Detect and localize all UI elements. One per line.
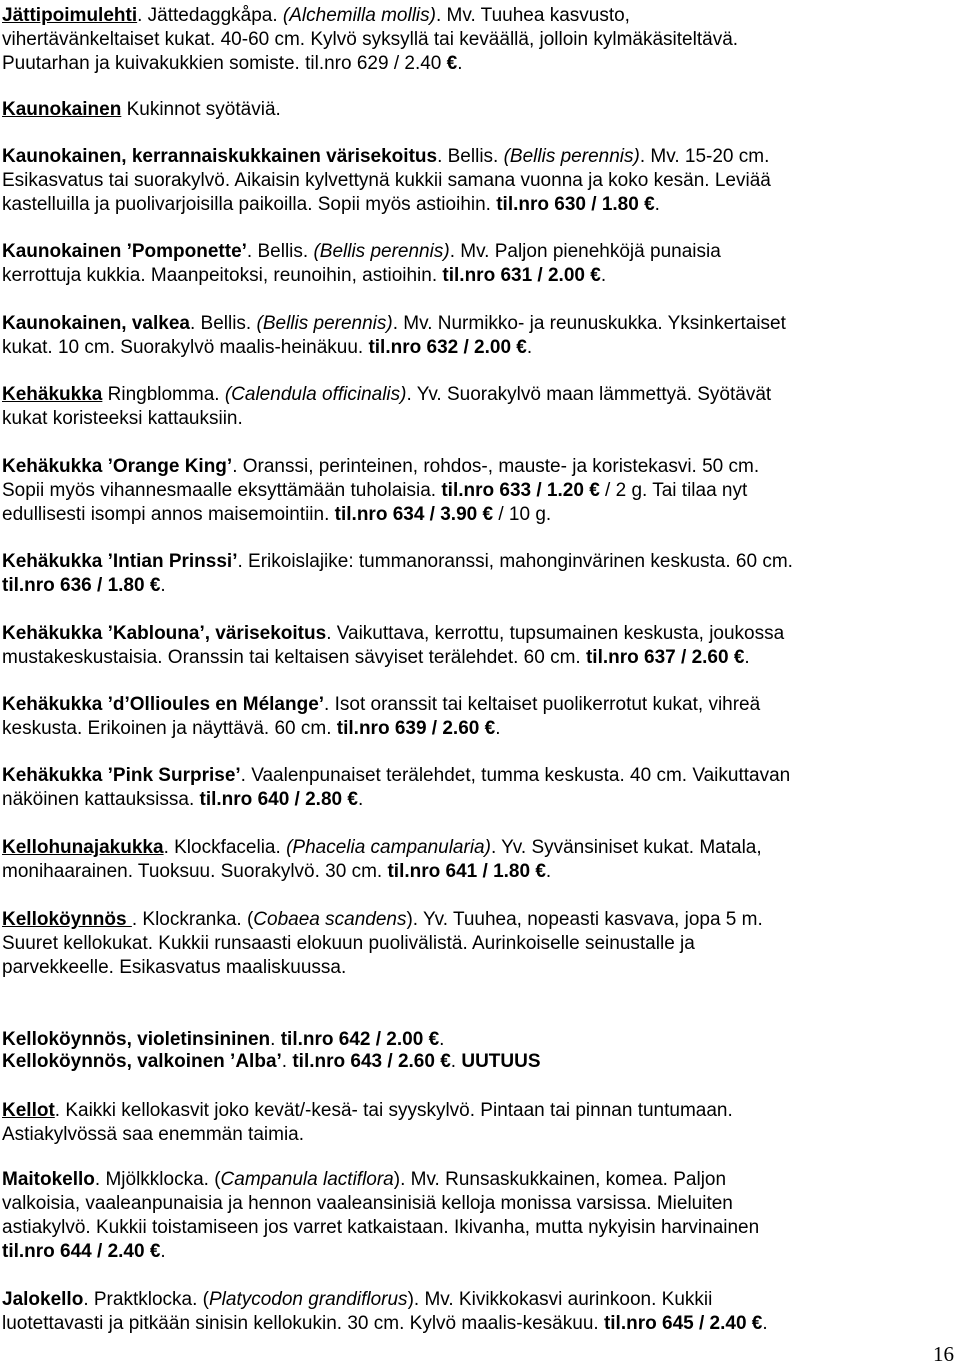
entry-text: . (160, 1241, 166, 1262)
entry-text: . (160, 575, 166, 596)
page-number: 16 (933, 1342, 954, 1366)
entry-text: Campanula lactiflora (220, 1169, 394, 1190)
entry-text: € (446, 53, 458, 74)
entry-text: . Yv. Suorakylvö maan lämmettyä. Syötävät (406, 384, 772, 405)
entry-text: . Bellis. (437, 146, 504, 167)
entry-text: Kehäkukka ’Orange King’ (2, 456, 233, 477)
entry-text: Sopii myös vihannesmaalle eksyttämään tuholaisia. (2, 480, 442, 501)
plant-entry (2, 908, 952, 980)
entry-text: parvekkeelle. Esikasvatus maaliskuussa. (2, 957, 347, 978)
entry-text: Kaunokainen ’Pomponette’ (2, 241, 247, 262)
entry-text: til.nro 632 / 2.00 € (368, 337, 527, 358)
entry-text: til.nro 641 / 1.80 € (387, 861, 546, 882)
entry-text: UUTUUS (461, 1051, 541, 1072)
entry-text: kastelluilla ja puolivarjoisilla paikoilla. Sopii myös astioihin. (2, 194, 497, 215)
entry-text: . Yv. Syvänsiniset kukat. Matala, (490, 837, 762, 858)
plant-entry (2, 693, 952, 741)
entry-text: kerrottuja kukkia. Maanpeitoksi, reunoihin, astioihin. (2, 265, 443, 286)
entry-text: til.nro 631 / 2.00 € (442, 265, 601, 286)
entry-text: . Vaikuttava, kerrottu, tupsumainen keskusta, joukossa (326, 623, 785, 644)
entry-text: ). Mv. Kivikkokasvi aurinkoon. Kukkii (407, 1289, 713, 1310)
entry-text: . Isot oranssit tai keltaiset puolikerrotut kukat, vihreä (324, 694, 761, 715)
plant-entry (2, 764, 952, 812)
entry-text: Kehäkukka (2, 384, 103, 405)
entry-text: . Bellis. (246, 241, 314, 262)
entry-text: / 2 g. Tai tilaa nyt (599, 480, 748, 501)
entry-text: . (457, 53, 463, 74)
entry-text: Kellohunajakukka (2, 837, 164, 858)
entry-text: til.nro 644 / 2.40 € (2, 1241, 161, 1262)
plant-entry (2, 98, 952, 122)
entry-text: edullisesti isompi annos maisemointiin. (2, 504, 335, 525)
plant-entry (2, 550, 952, 598)
entry-text: . (744, 647, 750, 668)
entry-text: mustakeskustaisia. Oranssin tai keltaisen sävyiset terälehdet. 60 cm. (2, 647, 586, 668)
entry-text: Jättipoimulehti (2, 5, 138, 26)
entry-text: Platycodon grandiflorus (208, 1289, 408, 1310)
plant-entry (2, 240, 952, 288)
plant-entry (2, 1288, 952, 1336)
entry-text: (Phacelia campanularia) (286, 837, 491, 858)
entry-text: Puutarhan ja kuivakukkien somiste. til.nro 629 / 2.40 (2, 53, 447, 74)
entry-text: . (495, 718, 501, 739)
entry-text: . Praktklocka. ( (83, 1289, 209, 1310)
plant-entry (2, 836, 952, 884)
entry-text: Kaunokainen (2, 99, 122, 120)
entry-text: til.nro 642 / 2.00 € (280, 1029, 440, 1050)
plant-entry (2, 145, 952, 217)
entry-text: keskusta. Erikoinen ja näyttävä. 60 cm. (2, 718, 337, 739)
entry-text: . Bellis. (189, 313, 257, 334)
entry-text: til.nro 633 / 1.20 € (441, 480, 600, 501)
entry-text: Kelloköynnös (2, 909, 132, 930)
entry-text: kukat. 10 cm. Suorakylvö maalis-heinäkuu. (2, 337, 369, 358)
plant-entry (2, 1050, 952, 1074)
entry-text: til.nro 639 / 2.60 € (336, 718, 496, 739)
entry-text: . (762, 1313, 768, 1334)
entry-text: til.nro 643 / 2.60 € (292, 1051, 451, 1072)
entry-text: / 10 g. (493, 504, 552, 525)
entry-text: Kelloköynnös, valkoinen ’Alba’ (2, 1051, 282, 1072)
entry-text: til.nro 645 / 2.40 € (603, 1313, 763, 1334)
entry-text: (Bellis perennis) (256, 313, 393, 334)
entry-text: Astiakylvössä saa enemmän taimia. (2, 1124, 305, 1145)
entry-text: Jalokello (2, 1289, 84, 1310)
entry-text: . (545, 861, 552, 882)
entry-text: . Mv. 15-20 cm. (639, 146, 770, 167)
entry-text: . (654, 194, 660, 215)
entry-text: astiakylvö. Kukkii toistamiseen jos varret katkaistaan. Ikivanha, mutta nykyisin harvinainen (2, 1217, 760, 1238)
entry-text: (Bellis perennis) (313, 241, 450, 262)
entry-text: . Kaikki kellokasvit joko kevät/-kesä- tai syyskylvö. Pintaan tai pinnan tuntumaan. (54, 1100, 733, 1121)
entry-text: valkoisia, vaaleanpunaisia ja hennon vaaleansinisiä kelloja monissa varsissa. Mieluiten (2, 1193, 733, 1214)
plant-entry (2, 1168, 952, 1264)
entry-text: . (439, 1029, 445, 1050)
plant-entry (2, 383, 952, 431)
entry-text: . Vaalenpunaiset terälehdet, tumma keskusta. 40 cm. Vaikuttavan (240, 765, 791, 786)
entry-text: luotettavasti ja pitkään sinisin kellokukin. 30 cm. Kylvö maalis-kesäkuu. (2, 1313, 604, 1334)
entry-text: . Mv. Paljon pienehköjä punaisia (449, 241, 721, 262)
entry-text: ). Mv. Runsaskukkainen, komea. Paljon (393, 1169, 727, 1190)
plant-entry (2, 4, 952, 76)
entry-text: til.nro 637 / 2.60 € (585, 647, 745, 668)
entry-text: Kaunokainen, kerrannaiskukkainen värisekoitus (2, 146, 438, 167)
entry-text: Kehäkukka ’Kablouna’, värisekoitus (2, 623, 327, 644)
entry-text: Kukinnot syötäviä. (121, 99, 281, 120)
entry-text: (Bellis perennis) (503, 146, 640, 167)
entry-text: . (270, 1029, 281, 1050)
plant-entry (2, 455, 952, 527)
entry-text: Kehäkukka ’Pink Surprise’ (2, 765, 241, 786)
entry-text: Kelloköynnös, violetinsininen (2, 1029, 271, 1050)
plant-entry (2, 312, 952, 360)
entry-text: . Oranssi, perinteinen, rohdos-, mauste- ja koristekasvi. 50 cm. (232, 456, 760, 477)
entry-text: Kehäkukka ’d’Ollioules en Mélange’ (2, 694, 325, 715)
entry-text: Esikasvatus tai suorakylvö. Aikaisin kylvettynä kukkii samana vuonna ja koko kesän. Leviää (2, 170, 771, 191)
entry-text: ). Yv. Tuuhea, nopeasti kasvava, jopa 5 m. (406, 909, 763, 930)
entry-text: til.nro 634 / 3.90 € (334, 504, 494, 525)
plant-entry (2, 622, 952, 670)
entry-text: . (281, 1051, 293, 1072)
entry-text: . Mjölkklocka. ( (94, 1169, 221, 1190)
entry-text: kukat koristeeksi kattauksiin. (2, 408, 243, 429)
entry-text: näköinen kattauksissa. (2, 789, 200, 810)
entry-text: . Klockfacelia. (163, 837, 287, 858)
entry-text: . Jättedaggkåpa. (137, 5, 283, 26)
entry-text: (Calendula officinalis) (224, 384, 407, 405)
entry-text: Maitokello (2, 1169, 95, 1190)
entry-text: . Mv. Nurmikko- ja reunuskukka. Yksinkertaiset (392, 313, 786, 334)
entry-text: Kellot (2, 1100, 55, 1121)
entry-text: . (526, 337, 533, 358)
entry-text: vihertävänkeltaiset kukat. 40-60 cm. Kylvö syksyllä tai keväällä, jolloin kylmäkäsiteltävä. (2, 29, 739, 50)
entry-text: monihaarainen. Tuoksuu. Suorakylvö. 30 cm. (2, 861, 388, 882)
entry-text: . Mv. Tuuhea kasvusto, (435, 5, 630, 26)
entry-text: (Alchemilla mollis) (282, 5, 436, 26)
entry-text: Suuret kellokukat. Kukkii runsaasti elokuun puolivälistä. Aurinkoiselle seinustalle ja (2, 933, 695, 954)
entry-text: til.nro 636 / 1.80 € (2, 575, 161, 596)
plant-entry (2, 1099, 952, 1147)
plant-entry (2, 1028, 952, 1052)
entry-text: til.nro 630 / 1.80 € (496, 194, 655, 215)
entry-text: . (600, 265, 607, 286)
entry-text: . (357, 789, 364, 810)
entry-text: . Erikoislajike: tummanoranssi, mahonginvärinen keskusta. 60 cm. (237, 551, 793, 572)
entry-text: . Klockranka. ( (131, 909, 254, 930)
entry-text: Kaunokainen, valkea (2, 313, 190, 334)
entry-text: til.nro 640 / 2.80 € (199, 789, 358, 810)
entry-text: Kehäkukka ’Intian Prinssi’ (2, 551, 238, 572)
entry-text: Ringblomma. (102, 384, 225, 405)
entry-text: . (450, 1051, 462, 1072)
entry-text: Cobaea scandens (253, 909, 407, 930)
